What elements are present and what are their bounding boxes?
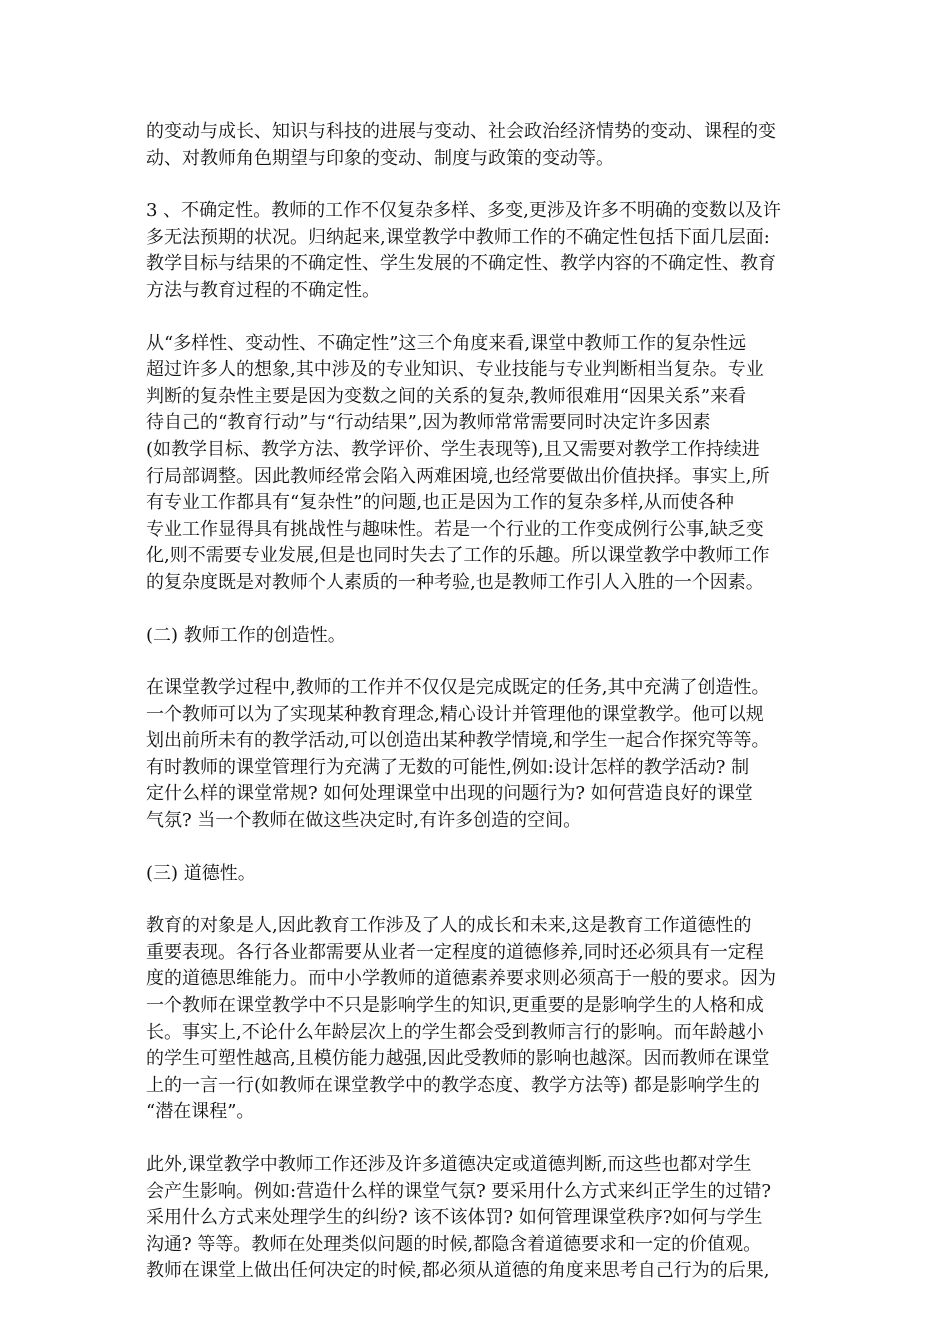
body-paragraph xyxy=(146,913,811,1126)
text-line: 上的一言一行(如教师在课堂教学中的教学态度、教学方法等) 都是影响学生的 xyxy=(146,1074,760,1096)
text-line: 定什么样的课堂常规? 如何处理课堂中出现的问题行为? 如何营造良好的课堂 xyxy=(146,783,753,805)
text-line: (三) 道德性。 xyxy=(146,862,256,884)
text-line: 多无法预期的状况。归纳起来,课堂教学中教师工作的不确定性包括下面几层面: xyxy=(146,226,770,248)
text-line: 的变动与成长、知识与科技的进展与变动、社会政治经济情势的变动、课程的变 xyxy=(146,121,776,142)
text-line: 3 、不确定性。教师的工作不仅复杂多样、多变,更涉及许多不明确的变数以及许 xyxy=(146,200,781,222)
text-line: 有时教师的课堂管理行为充满了无数的可能性,例如:设计怎样的教学活动? 制 xyxy=(146,756,750,778)
body-paragraph xyxy=(146,675,811,835)
text-line: 沟通? 等等。教师在处理类似问题的时候,都隐含着道德要求和一定的价值观。 xyxy=(146,1233,762,1255)
text-line: 专业工作显得具有挑战性与趣味性。若是一个行业的工作变成例行公事,缺乏变 xyxy=(146,518,764,540)
paragraph-gap xyxy=(146,649,811,675)
text-line: 教育的对象是人,因此教育工作涉及了人的成长和未来,这是教育工作道德性的 xyxy=(146,915,752,937)
body-paragraph xyxy=(146,198,811,304)
text-line: 判断的复杂性主要是因为变数之间的关系的复杂,教师很难用“因果关系”来看 xyxy=(146,385,747,407)
section-heading xyxy=(146,861,811,888)
text-line: 气氛? 当一个教师在做这些决定时,有许多创造的空间。 xyxy=(146,810,582,832)
text-line: 在课堂教学过程中,教师的工作并不仅仅是完成既定的任务,其中充满了创造性。 xyxy=(146,677,770,699)
text-line: (二) 教师工作的创造性。 xyxy=(146,624,346,646)
text-line: 划出前所未有的教学活动,可以创造出某种教学情境,和学生一起合作探究等等。 xyxy=(146,730,770,752)
text-line: 此外,课堂教学中教师工作还涉及许多道德决定或道德判断,而这些也都对学生 xyxy=(146,1154,752,1175)
text-line: 化,则不需要专业发展,但是也同时失去了工作的乐趣。所以课堂教学中教师工作 xyxy=(146,545,770,567)
text-line: 方法与教育过程的不确定性。 xyxy=(146,279,380,301)
body-paragraph xyxy=(146,1152,811,1285)
text-line: 超过许多人的想象,其中涉及的专业知识、专业技能与专业判断相当复杂。专业 xyxy=(146,359,764,381)
text-line: 待自己的“教育行动”与“行动结果”,因为教师常常需要同时决定许多因素 xyxy=(146,412,711,434)
text-line: 行局部调整。因此教师经常会陷入两难困境,也经常要做出价值抉择。事实上,所 xyxy=(146,465,770,487)
paragraph-gap xyxy=(146,887,811,913)
text-line: 一个教师可以为了实现某种教育理念,精心设计并管理他的课堂教学。他可以规 xyxy=(146,703,764,725)
text-line: “潜在课程”。 xyxy=(146,1101,255,1123)
text-line: 采用什么方式来处理学生的纠纷? 该不该体罚? 如何管理课堂秩序?如何与学生 xyxy=(146,1207,763,1229)
text-line: 从“多样性、变动性、不确定性”这三个角度来看,课堂中教师工作的复杂性远 xyxy=(146,332,747,354)
document-body xyxy=(146,119,811,1285)
body-paragraph xyxy=(146,331,811,597)
paragraph-gap xyxy=(146,172,811,198)
text-line: 长。事实上,不论什么年龄层次上的学生都会受到教师言行的影响。而年龄越小 xyxy=(146,1021,764,1043)
paragraph-gap xyxy=(146,835,811,861)
section-heading xyxy=(146,623,811,650)
text-line: 会产生影响。例如:营造什么样的课堂气氛? 要采用什么方式来纠正学生的过错? xyxy=(146,1180,772,1202)
paragraph-gap xyxy=(146,597,811,623)
text-line: 度的道德思维能力。而中小学教师的道德素养要求则必须高于一般的要求。因为 xyxy=(146,968,776,990)
text-line: 一个教师在课堂教学中不只是影响学生的知识,更重要的是影响学生的人格和成 xyxy=(146,995,764,1017)
text-line: 动、对教师角色期望与印象的变动、制度与政策的变动等。 xyxy=(146,147,614,169)
text-line: 教学目标与结果的不确定性、学生发展的不确定性、教学内容的不确定性、教育 xyxy=(146,253,776,275)
text-line: 重要表现。各行各业都需要从业者一定程度的道德修养,同时还必须具有一定程 xyxy=(146,941,764,963)
text-line: 的复杂度既是对教师个人素质的一种考验,也是教师工作引人入胜的一个因素。 xyxy=(146,571,764,593)
body-paragraph xyxy=(146,119,811,172)
paragraph-gap xyxy=(146,305,811,331)
paragraph-gap xyxy=(146,1126,811,1152)
text-line: 的学生可塑性越高,且模仿能力越强,因此受教师的影响也越深。因而教师在课堂 xyxy=(146,1048,770,1070)
text-line: 有专业工作都具有“复杂性”的问题,也正是因为工作的复杂多样,从而使各种 xyxy=(146,492,734,514)
text-line: 教师在课堂上做出任何决定的时候,都必须从道德的角度来思考自己行为的后果, xyxy=(146,1260,770,1282)
text-line: (如教学目标、教学方法、教学评价、学生表现等),且又需要对教学工作持续进 xyxy=(146,438,760,460)
